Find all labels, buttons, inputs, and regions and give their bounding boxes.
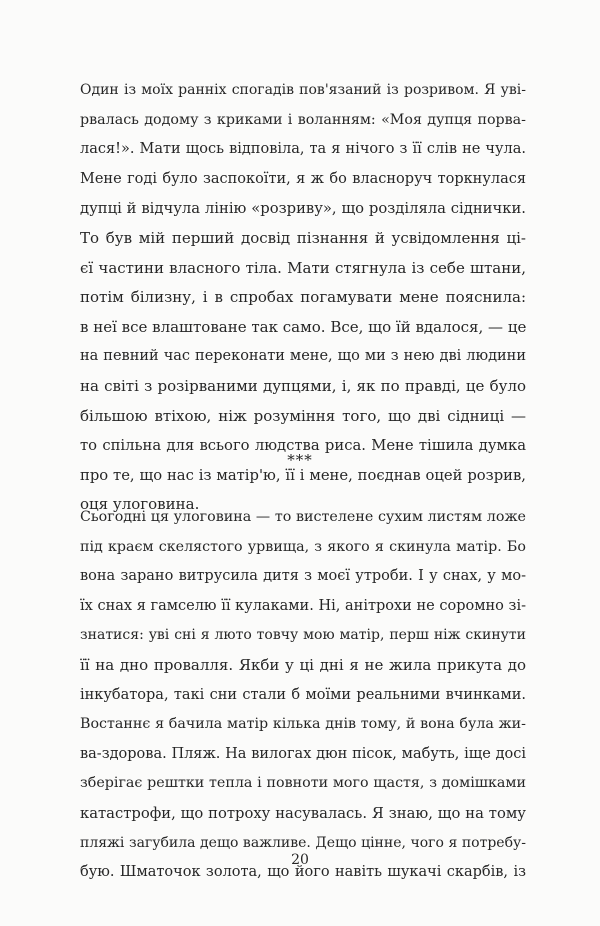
text-line: на світі з розірваними дупцями, і, як по правді, це було	[80, 376, 526, 395]
page-number: 20	[291, 852, 309, 868]
text-line: рвалась додому з криками і воланням: «Моя дупця порва-	[80, 111, 526, 128]
text-line: Востаннє я бачила матір кілька днів тому, й вона була жи-	[80, 716, 526, 733]
text-line: То був мій перший досвід пізнання й усвідомлення ці-	[80, 228, 526, 247]
text-line: то спільна для всього людства риса. Мене тішила думка	[80, 437, 526, 455]
text-line: більшою втіхою, ніж розуміння того, що дві сідниці —	[80, 406, 526, 425]
text-line: знатися: уві сні я люто товчу мою матір, перш ніж скинути	[80, 627, 526, 644]
text-line: єї частини власного тіла. Мати стягнула із себе штани,	[80, 258, 526, 277]
text-line: бую. Шматочок золота, що його навіть шукачі скарбів, із	[80, 864, 526, 881]
text-line: Сьогодні ця улоговина — то вистелене сухим листям ложе	[80, 509, 526, 525]
text-line: Один із моїх ранніх спогадів пов'язаний із розривом. Я уві-	[80, 82, 526, 98]
text-line: в неї все влаштоване так само. Все, що їй вдалося, — це	[80, 317, 527, 336]
text-line: зберігає рештки тепла і повноти мого щастя, з домішками	[80, 775, 526, 792]
text-line: лася!». Мати щось відповіла, та я нічого з її слів не чула.	[80, 141, 526, 158]
text-line: про те, що нас із матір'ю, її і мене, поєднав оцей розрив,	[80, 466, 526, 484]
text-line: інкубатора, такі сни стали б моїми реальними вчинками.	[80, 686, 526, 703]
text-line: катастрофи, що потроху насувалась. Я знаю, що на тому	[80, 804, 526, 822]
paragraph-2	[80, 503, 526, 888]
section-separator: ***	[287, 451, 313, 469]
text-line: пляжі загубила дещо важливе. Дещо цінне, чого я потребу-	[80, 834, 526, 851]
text-line: оця улоговина.	[80, 495, 200, 514]
text-line: їх снах я гамселю її кулаками. Ні, анітрохи не соромно зі-	[80, 597, 526, 614]
text-line: під краєм скелястого урвища, з якого я скинула матір. Бо	[80, 538, 526, 555]
text-line: дупці й відчула лінію «розриву», що розділяла сіднички.	[80, 200, 526, 218]
text-line: вона зарано витрусила дитя з моєї утроби. І у снах, у мо-	[80, 568, 526, 585]
text-line: потім білизну, і в спробах погамувати мене пояснила:	[80, 288, 526, 307]
text-line: Мене годі було заспокоїти, я ж бо власноруч торкнулася	[80, 170, 526, 187]
text-line: її на дно провалля. Якби у ці дні я не жила прикута до	[80, 655, 526, 674]
text-line: на певний час переконати мене, що ми з нею дві людини	[80, 348, 526, 365]
text-line: ва-здорова. Пляж. На вилогах дюн пісок, мабуть, іще досі	[80, 745, 526, 762]
